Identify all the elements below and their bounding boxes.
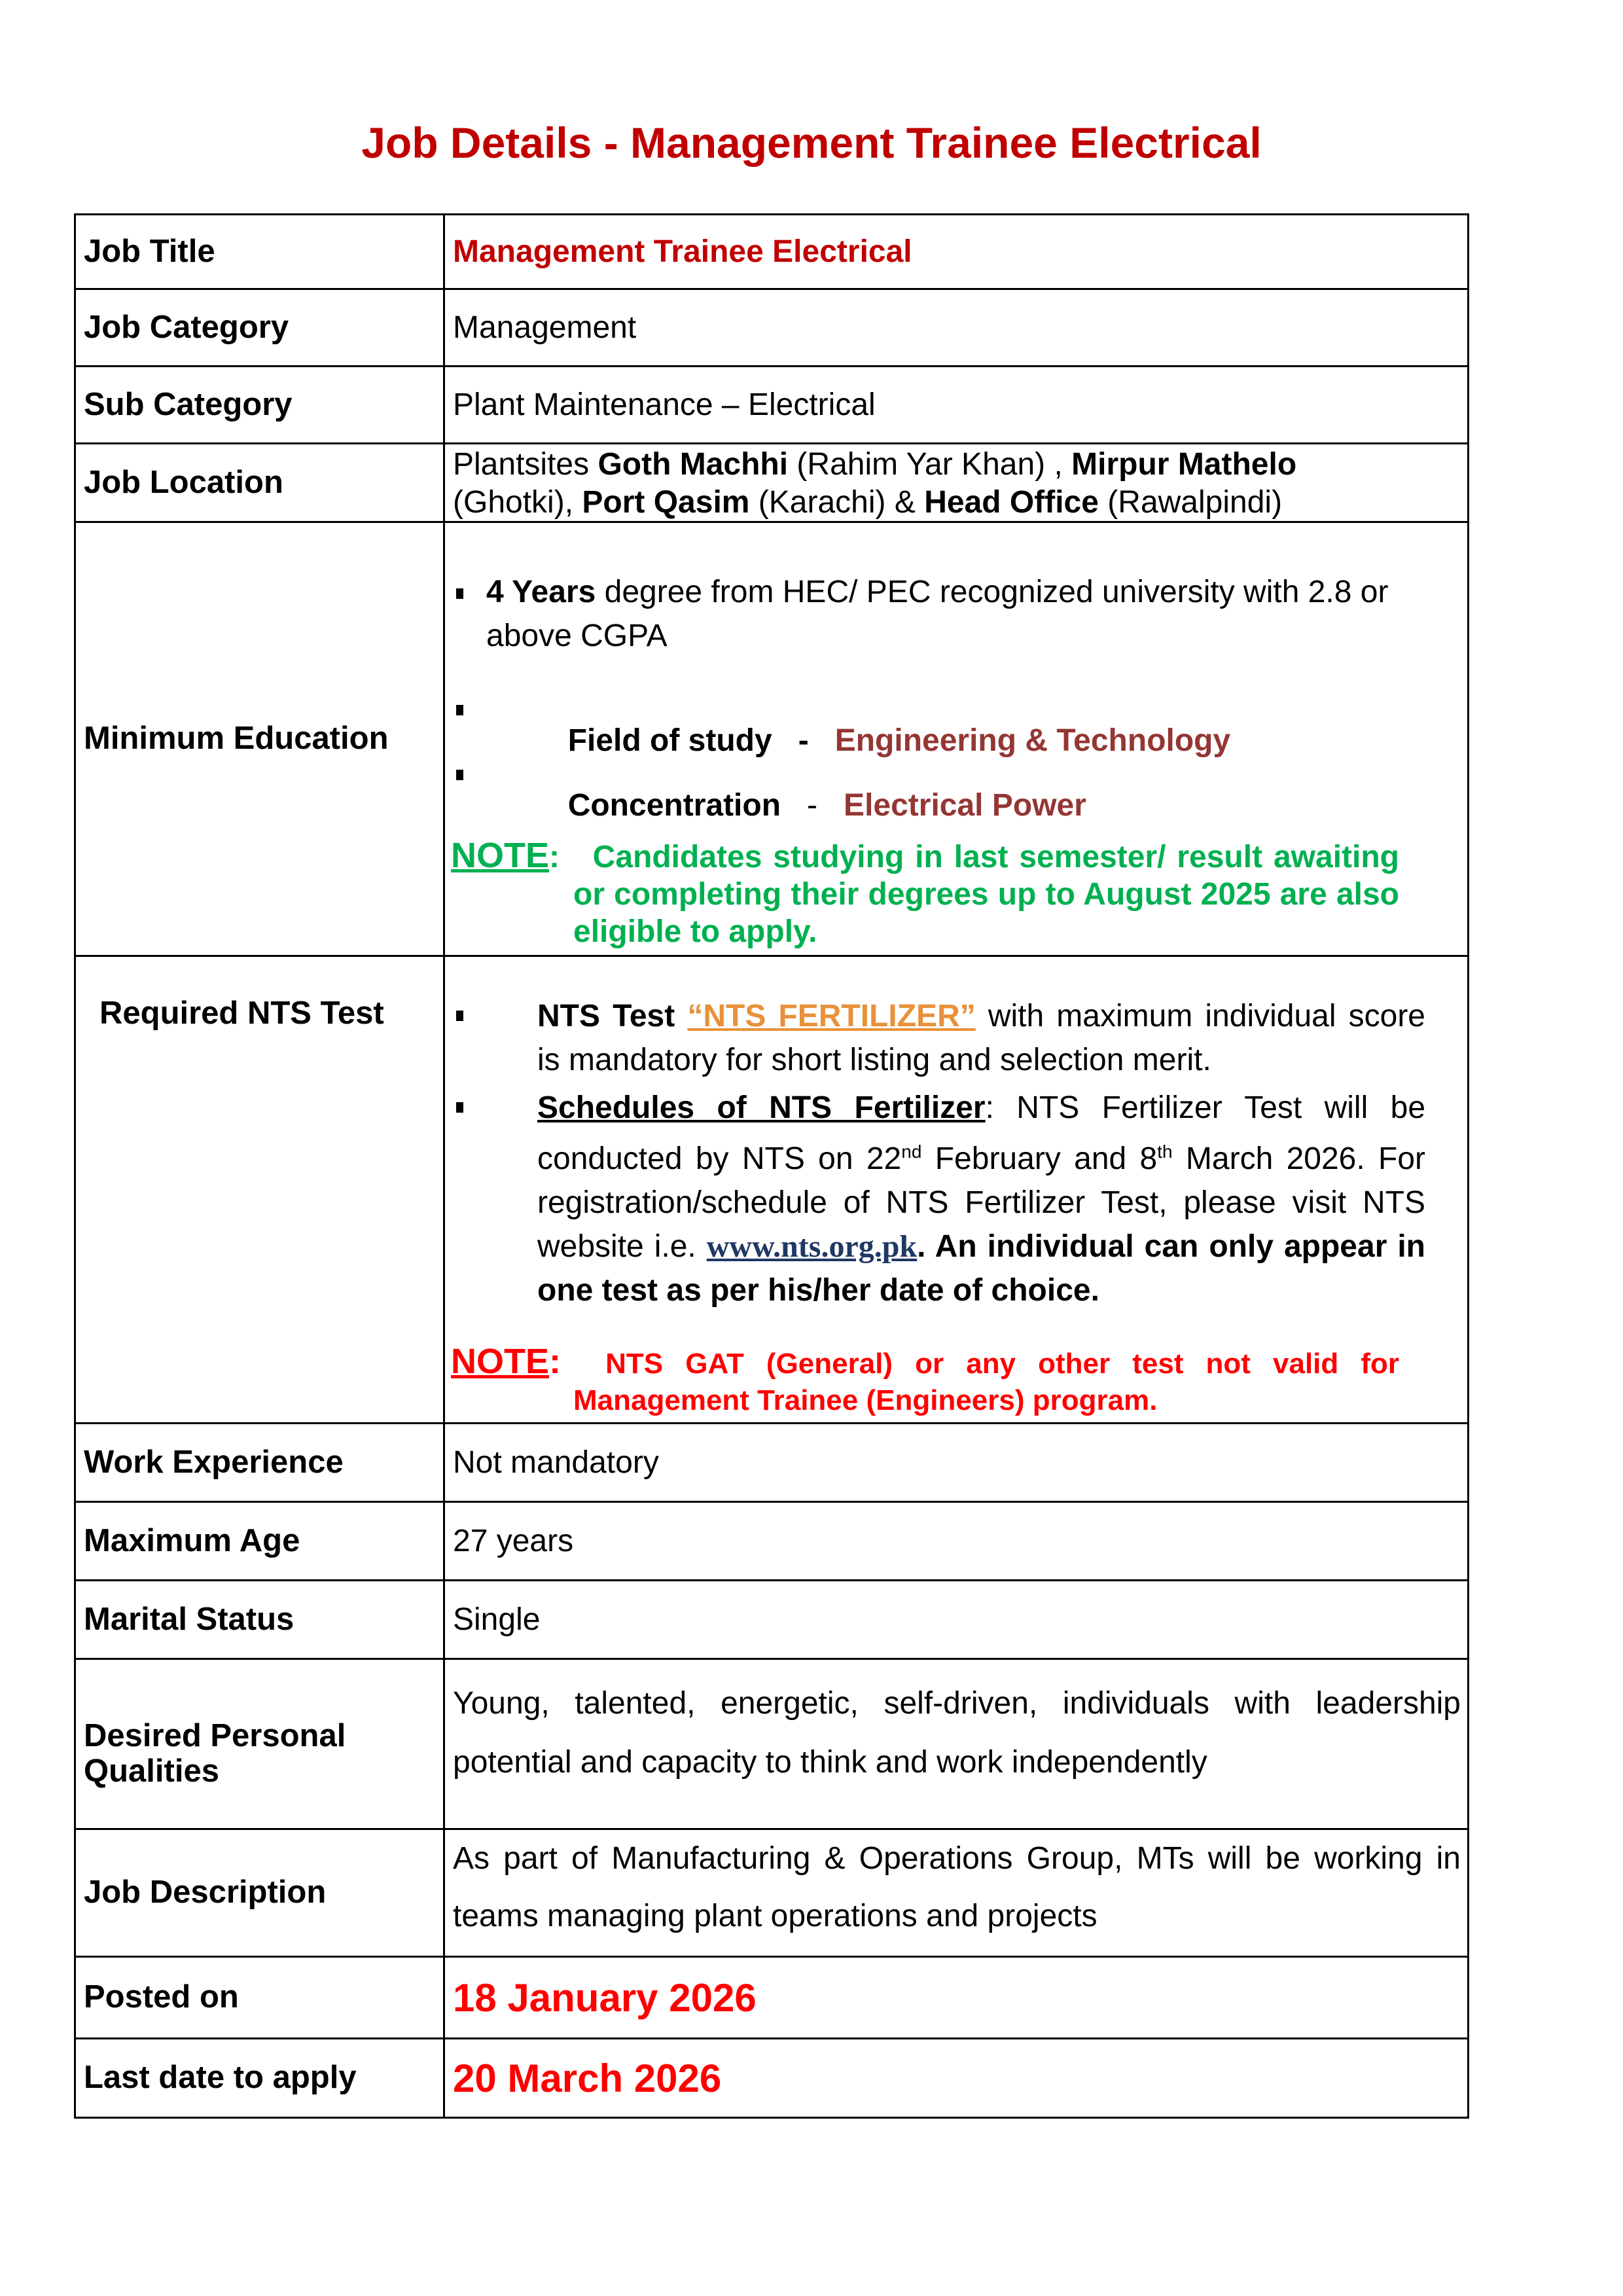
text: : — [549, 840, 560, 874]
text: (Rahim Yar Khan) , — [788, 447, 1072, 482]
row-last-date — [76, 2037, 1467, 2117]
text: NTS Test — [537, 999, 688, 1033]
row-maximum-age — [76, 1501, 1467, 1579]
value — [445, 444, 1467, 521]
row-marital-status — [76, 1579, 1467, 1658]
bullet-icon — [456, 1102, 463, 1113]
text: (Ghotki), — [453, 484, 582, 520]
row-posted-on — [76, 1956, 1467, 2037]
text: (Rawalpindi) — [1098, 484, 1283, 520]
label: Last date to apply — [76, 2039, 445, 2117]
text: Schedules of NTS Fertilizer — [537, 1090, 986, 1125]
label: Marital Status — [76, 1581, 445, 1658]
site: Mirpur Mathelo — [1071, 447, 1297, 482]
text: Electrical Power — [844, 788, 1086, 823]
row-job-title — [76, 215, 1467, 288]
label: Work Experience — [76, 1424, 445, 1501]
label: Job Category — [76, 290, 445, 365]
last-date: 20 March 2026 — [453, 2056, 722, 2100]
row-work-experience — [76, 1422, 1467, 1501]
text: with maximum individual score is mandatory for short listing and selection merit. — [537, 999, 1426, 1077]
text: - — [798, 723, 809, 759]
label: Job Title — [76, 215, 445, 288]
job-title-value: Management Trainee Electrical — [453, 234, 912, 269]
row-minimum-education — [76, 521, 1467, 955]
value: Young, talented, energetic, self-driven, individuals with leadership potential and capacity to think and work independently — [453, 1686, 1461, 1780]
text: 4 Years — [486, 575, 596, 609]
label: Desired Personal Qualities — [76, 1660, 445, 1828]
row-job-location — [76, 442, 1467, 521]
nts-website-link[interactable]: www.nts.org.pk — [706, 1229, 918, 1264]
job-details-table — [74, 213, 1469, 2119]
site: Head Office — [924, 484, 1099, 520]
site: Port Qasim — [582, 484, 750, 520]
text: Plantsites — [453, 447, 598, 482]
row-desired-qualities — [76, 1658, 1467, 1828]
text: - — [807, 788, 818, 823]
bullet-icon — [456, 1011, 463, 1021]
label: Job Description — [76, 1830, 445, 1956]
posted-date: 18 January 2026 — [453, 1975, 757, 2020]
text: . An individual can only appear in one test as per his/her date of choice. — [537, 1229, 1425, 1308]
text: th — [1157, 1141, 1173, 1162]
row-required-nts-test — [76, 955, 1467, 1422]
label: Posted on — [76, 1958, 445, 2037]
site: Goth Machhi — [597, 447, 789, 482]
label: Sub Category — [76, 367, 445, 442]
page-title: Job Details - Management Trainee Electrical — [361, 118, 1262, 167]
note-label: NOTE — [451, 836, 550, 875]
note-label: NOTE — [451, 1342, 550, 1381]
text: degree from HEC/ PEC recognized university with 2.8 or — [596, 575, 1389, 609]
value — [445, 523, 1467, 955]
value: Plant Maintenance – Electrical — [453, 387, 876, 422]
text: above CGPA — [486, 619, 668, 653]
text: : NTS Fertilizer Test will be conducted by NTS on 22 — [537, 1090, 1426, 1176]
label: Job Location — [76, 444, 445, 521]
value: As part of Manufacturing & Operations Group, MTs will be working in teams managing plant operations and projects — [453, 1841, 1461, 1933]
label: Maximum Age — [76, 1503, 445, 1579]
bullet-icon — [456, 770, 463, 780]
text: : — [549, 1342, 561, 1381]
text: March 2026. For registration/schedule of NTS Fertilizer Test, please visit NTS website i.e. — [537, 1141, 1426, 1264]
bullet-icon — [456, 705, 463, 715]
text: Concentration — [567, 788, 781, 823]
row-job-description — [76, 1828, 1467, 1956]
value: 27 years — [453, 1523, 574, 1558]
text: nd — [901, 1141, 922, 1162]
text: February and 8 — [921, 1141, 1158, 1176]
row-job-category — [76, 288, 1467, 365]
value: Management — [453, 310, 637, 345]
nts-fertilizer-label: “NTS FERTILIZER” — [687, 999, 976, 1033]
text: Field of study — [567, 723, 772, 759]
row-sub-category — [76, 365, 1467, 442]
label: Required NTS Test — [76, 957, 445, 1422]
value: Not mandatory — [453, 1444, 659, 1480]
label: Minimum Education — [76, 523, 445, 955]
text: Engineering & Technology — [834, 723, 1231, 759]
value: Single — [453, 1602, 541, 1637]
note-text: Candidates studying in last semester/ result awaiting or completing their degrees up to August 2025 are also eligible to apply. — [573, 840, 1399, 949]
note-text: NTS GAT (General) or any other test not valid for Management Trainee (Engineers) program. — [573, 1348, 1399, 1416]
value — [445, 957, 1467, 1422]
text: (Karachi) & — [749, 484, 925, 520]
bullet-icon — [456, 588, 463, 599]
